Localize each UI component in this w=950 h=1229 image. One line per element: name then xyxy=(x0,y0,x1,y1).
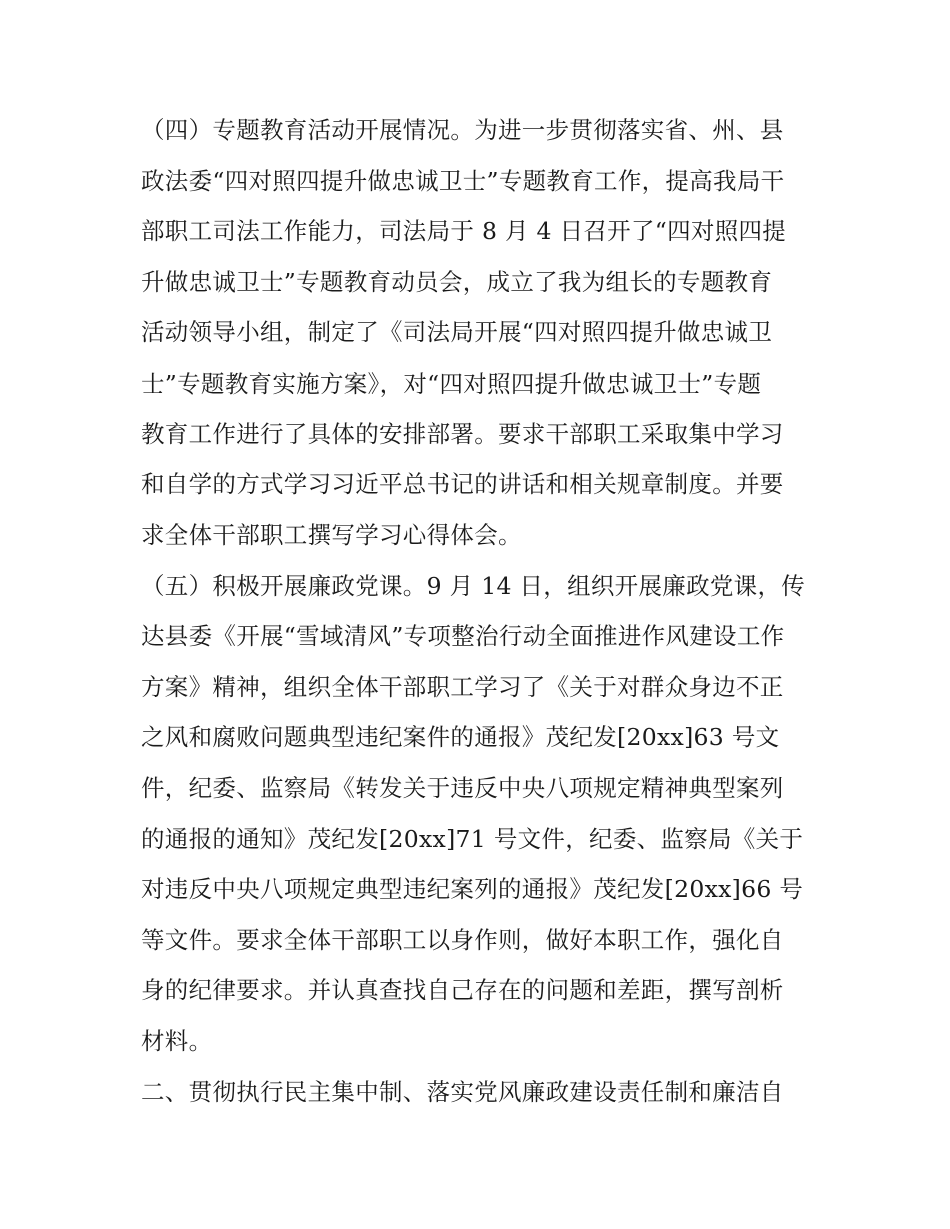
text-line: 等文件。要求全体干部职工以身作则，做好本职工作，强化自 xyxy=(141,926,784,954)
text-line: 之风和腐败问题典型违纪案件的通报》茂纪发[20xx]63 号文 xyxy=(141,723,780,751)
text-line: 政法委“四对照四提升做忠诚卫士”专题教育工作，提高我局干 xyxy=(141,167,785,195)
text-line: （五）积极开展廉政党课。9 月 14 日，组织开展廉政党课，传 xyxy=(141,572,806,600)
text-line: 和自学的方式学习习近平总书记的讲话和相关规章制度。并要 xyxy=(141,470,784,498)
text-line: 材料。 xyxy=(141,1027,213,1055)
text-line: 士”专题教育实施方案》，对“四对照四提升做忠诚卫士”专题 xyxy=(141,370,762,398)
section-heading-line: 二、贯彻执行民主集中制、落实党风廉政建设责任制和廉洁自 xyxy=(141,1078,784,1106)
text-line: （四）专题教育活动开展情况。为进一步贯彻落实省、州、县 xyxy=(141,116,784,144)
text-line: 身的纪律要求。并认真查找自己存在的问题和差距，撰写剖析 xyxy=(141,976,784,1004)
text-line: 达县委《开展“雪域清风”专项整治行动全面推进作风建设工作 xyxy=(141,622,785,650)
text-line: 件，纪委、监察局《转发关于违反中央八项规定精神典型案列 xyxy=(141,774,784,802)
text-line: 升做忠诚卫士”专题教育动员会，成立了我为组长的专题教育 xyxy=(141,268,773,296)
text-line: 活动领导小组，制定了《司法局开展“四对照四提升做忠诚卫 xyxy=(141,318,773,346)
text-line: 对违反中央八项规定典型违纪案列的通报》茂纪发[20xx]66 号 xyxy=(141,875,804,903)
text-line: 方案》精神，组织全体干部职工学习了《关于对群众身边不正 xyxy=(141,673,784,701)
text-line: 教育工作进行了具体的安排部署。要求干部职工采取集中学习 xyxy=(141,420,784,448)
text-line: 部职工司法工作能力，司法局于 8 月 4 日召开了“四对照四提 xyxy=(141,217,787,245)
text-line: 的通报的通知》茂纪发[20xx]71 号文件，纪委、监察局《关于 xyxy=(141,825,804,853)
text-line: 求全体干部职工撰写学习心得体会。 xyxy=(141,521,522,549)
